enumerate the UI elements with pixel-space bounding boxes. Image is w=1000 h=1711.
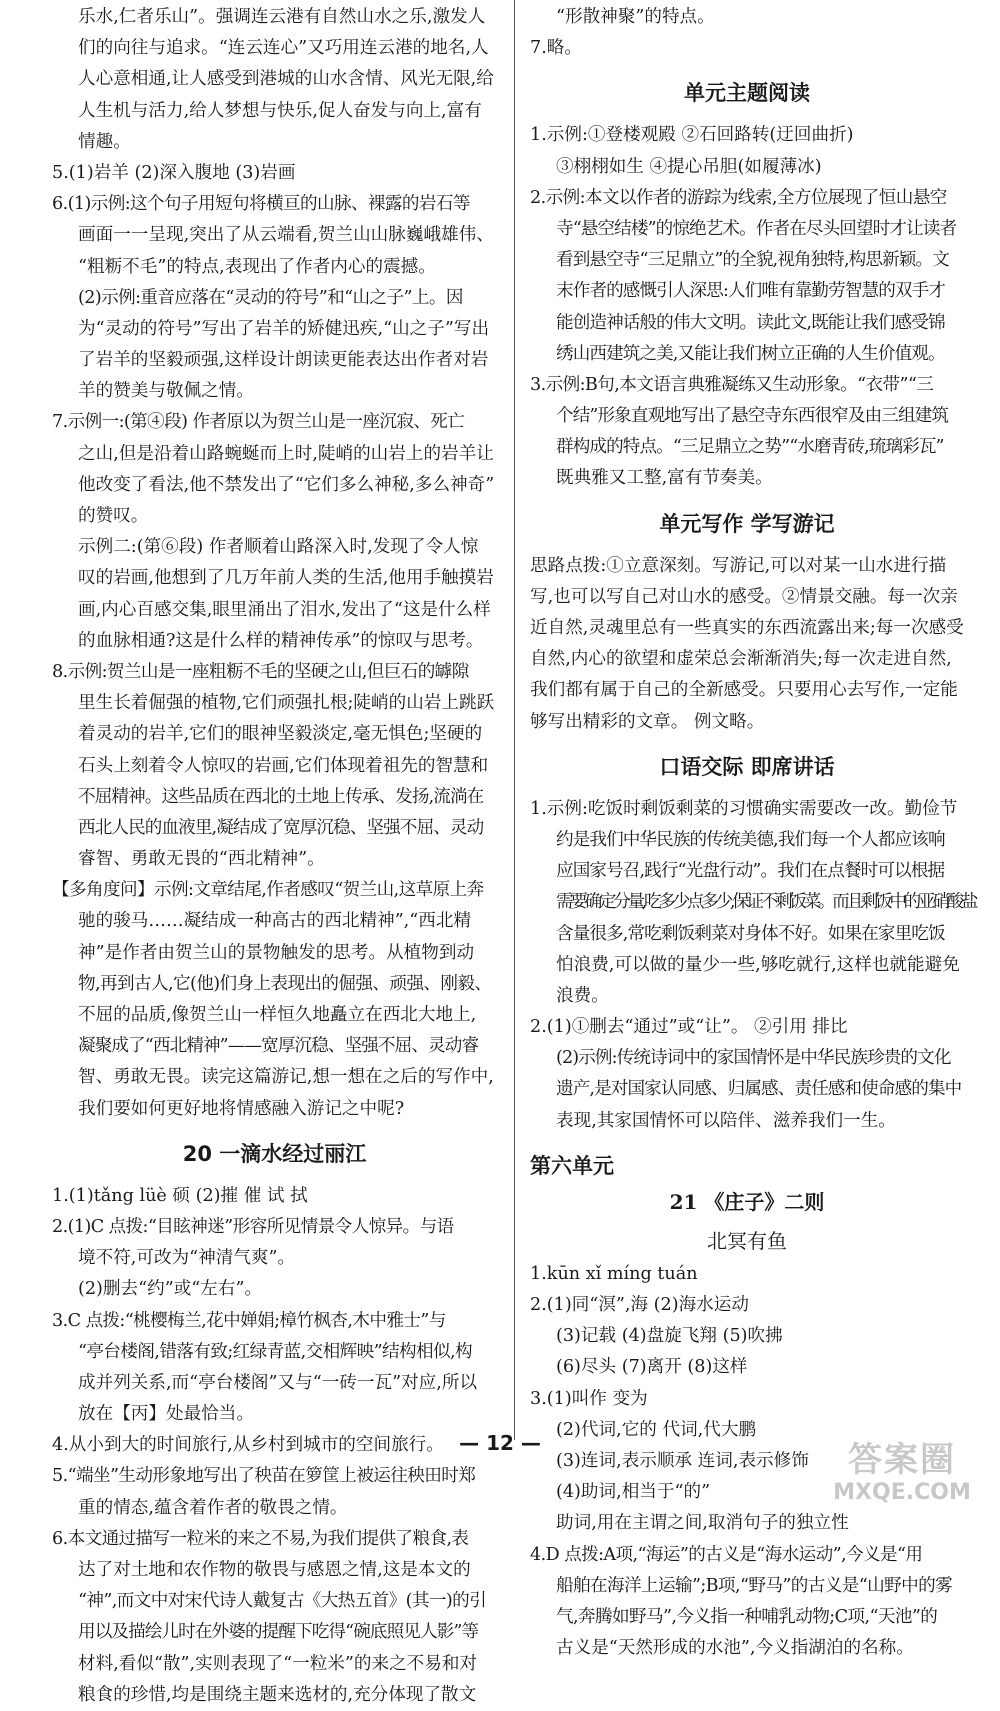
answer-line: 末作者的感慨引人深思:人们唯有靠勤劳智慧的双手才 [556,281,945,302]
answer-line: 驰的骏马……凝结成一种高古的西北精神”,“西北精 [78,911,472,932]
watermark-logo [812,1440,992,1512]
answer-line: 智、勇敢无畏。读完这篇游记,想一想在之后的写作中, [78,1067,494,1088]
answer-line: 们的向往与追求。“连云连心”又巧用连云港的地名,人 [78,38,489,59]
answer-line: 画面一一呈现,突出了从云端看,贺兰山山脉巍峨雄伟、 [78,225,494,246]
answer-line: 放在【丙】处最恰当。 [78,1404,254,1425]
answer-line: 既典雅又工整,富有节奏美。 [556,468,773,489]
answer-line: 7.略。 [530,38,582,59]
answer-line: 1.(1)tǎng lüè 硕 (2)摧 催 试 拭 [52,1185,308,1206]
answer-line: (2)示例:重音应落在“灵动的符号”和“山之子”上。因 [78,287,463,308]
answer-line: 3.示例:B句,本文语言典雅凝练又生动形象。“衣带”“三 [530,374,934,395]
answer-line: 应国家号召,践行“光盘行动”。我们在点餐时可以根据 [556,861,945,882]
answer-line: 西北人民的血液里,凝结成了宽厚沉稳、坚强不屈、灵动 [78,817,484,838]
answer-line: 人心意相通,让人感受到港城的山水含情、风光无限,给 [78,69,494,90]
lesson-21-title: 21 《庄子》二则 [669,1189,825,1214]
answer-line: 近自然,灵魂里总有一些真实的东西流露出来;每一次感受 [530,618,964,638]
answer-line: 凝聚成了“西北精神”——宽厚沉稳、坚强不屈、灵动睿 [78,1036,479,1057]
answer-line: 写,也可以写自己对山水的感受。②情景交融。每一次亲 [530,586,958,607]
answer-line: 【多角度问】示例:文章结尾,作者感叹“贺兰山,这草原上奔 [52,880,484,901]
answer-line: 为“灵动的符号”写出了岩羊的矫健迅疾,“山之子”写出 [78,318,490,339]
answer-line: 6.(1)示例:这个句子用短句将横亘的山脉、裸露的岩石等 [52,194,470,215]
answer-line: (4)助词,相当于“的” [556,1482,711,1503]
answer-line: 神”是作者由贺兰山的景物触发的思考。从植物到动 [78,942,475,963]
answer-line: 7.示例一:(第④段) 作者原以为贺兰山是一座沉寂、死亡 [52,412,465,433]
answer-line: 用以及描绘儿时在外婆的提醒下吃得“碗底照见人影”等 [78,1622,479,1643]
answer-line: 不屈的品质,像贺兰山一样恒久地矗立在西北大地上, [78,1005,477,1025]
answer-line: 成并列关系,而“亭台楼阁”又与“一砖一瓦”对应,所以 [78,1372,478,1393]
answer-line: 2.(1)C 点拨:“目眩神迷”形容所见情景令人惊异。与语 [52,1216,454,1237]
answer-line: 石头上刻着令人惊叹的岩画,它们体现着祖先的智慧和 [78,755,489,776]
answer-line: 5.(1)岩羊 (2)深入腹地 (3)岩画 [52,162,296,183]
answer-line: 气,奔腾如野马”,今义指一种哺乳动物;C项,“天池”的 [556,1606,938,1627]
answer-line: 1.示例:吃饭时剩饭剩菜的习惯确实需要改一改。勤俭节 [530,798,958,819]
answer-line: 船舶在海洋上运输”;B项,“野马”的古义是“山野中的雾 [556,1575,953,1596]
answer-line: 寺“悬空结楼”的惊绝艺术。作者在尽头回望时才让读者 [556,218,957,239]
answer-line: 物,再到古人,它(他)们身上表现出的倔强、顽强、刚毅、 [78,973,492,994]
answer-line: 1.示例:①登楼观殿 ②石回路转(迂回曲折) [530,125,854,146]
answer-line: (2)删去“约”或“左右”。 [78,1279,263,1300]
answer-line: (3)连词,表示顺承 连词,表示修饰 [556,1450,809,1471]
bei-ming-you-yu-subtitle: 北冥有鱼 [707,1228,787,1253]
answer-line: 羊的赞美与敬佩之情。 [78,381,254,402]
answer-line: 里生长着倔强的植物,它们顽强扎根;陡峭的山岩上跳跃 [78,693,495,714]
answer-line: 我们都有属于自己的全新感受。只要用心去写作,一定能 [530,680,958,701]
answer-line: “亭台楼阁,错落有致;红绿青蓝,交相辉映”结构相似,构 [78,1341,472,1362]
answer-line: 粮食的珍惜,均是围绕主题来选材的,充分体现了散文 [78,1684,477,1705]
left-answers-continued [52,2,497,1125]
answer-line: 着灵动的岩羊,它们的眼神坚毅淡定,毫无惧色;坚硬的 [78,724,483,745]
answer-line: “神”,而文中对宋代诗人戴复古《大热五首》(其一)的引 [78,1591,487,1612]
answer-line: 需要确定分量,吃多少点多少,保证不剩饭菜。而且剩饭中的亚硝酸盐 [556,892,976,913]
answer-line: 能创造神话般的伟大文明。读此文,既能让我们感受锦 [556,312,945,333]
right-column [530,2,976,1664]
answer-line: 含量很多,常吃剩饭剩菜对身体不好。如果在家里吃饭 [556,923,945,944]
answer-line: 表现,其家国情怀可以陪伴、滋养我们一生。 [556,1110,896,1131]
answer-line: 思路点拨:①立意深刻。写游记,可以对某一山水进行描 [530,555,947,576]
answer-line: 境不符,可改为“神清气爽”。 [78,1248,296,1269]
watermark-url: MXQE.COM [833,1480,971,1505]
answer-line: 看到悬空寺“三足鼎立”的全貌,视角独特,构思新颖。文 [556,250,949,271]
answer-line: 人生机与活力,给人梦想与快乐,促人奋发与向上,富有 [78,100,482,121]
answer-line: ③栩栩如生 ④提心吊胆(如履薄冰) [556,156,822,177]
answer-line: 4.D 点拨:A项,“海运”的古义是“海水运动”,今义是“用 [530,1544,923,1565]
answer-line: 怕浪费,可以做的量少一些,够吃就行,这样也就能避免 [556,954,960,975]
answer-line: (3)记载 (4)盘旋飞翔 (5)吹拂 [556,1326,783,1347]
answer-line: 遗产,是对国家认同感、归属感、责任感和使命感的集中 [556,1079,962,1100]
answer-line: 浪费。 [556,985,609,1006]
answer-line: 5.“端坐”生动形象地写出了秧苗在箩筐上被运往秧田时郑 [52,1466,476,1487]
unit-writing-title: 单元写作 学写游记 [659,511,835,536]
answer-line: 约是我们中华民族的传统美德,我们每一个人都应该响 [556,829,945,850]
right-answers-continued [530,2,964,64]
answer-line: 睿智、勇敢无畏的“西北精神”。 [78,849,325,870]
answer-line: 4.从小到大的时间旅行,从乡村到城市的空间旅行。 [52,1435,444,1456]
answer-line: “形散神聚”的特点。 [556,7,715,27]
answer-line: 情趣。 [78,131,131,152]
answer-line: 古义是“天然形成的水池”,今义指湖泊的名称。 [556,1638,914,1659]
answer-line: 不屈精神。这些品质在西北的土地上传承、发扬,流淌在 [78,786,484,807]
answer-line: 3.(1)叫作 变为 [530,1388,648,1409]
answer-line: 助词,用在主谓之间,取消句子的独立性 [556,1513,849,1534]
answer-line: 群构成的特点。“三足鼎立之势”“水磨青砖,琉璃彩瓦” [556,437,944,458]
answer-line: 2.(1)①删去“通过”或“让”。 ②引用 排比 [530,1017,848,1038]
answer-line: “粗粝不毛”的特点,表现出了作者内心的震撼。 [78,256,436,277]
answer-line: 够写出精彩的文章。 例文略。 [530,711,765,732]
answer-line: 的赞叹。 [78,506,149,526]
unit-theme-reading-title: 单元主题阅读 [684,81,810,106]
answer-line: 之山,但是沿着山路蜿蜒而上时,陡峭的山岩上的岩羊让 [78,443,494,464]
answer-line: (6)尽头 (7)离开 (8)这样 [556,1357,748,1378]
answer-line: 叹的岩画,他想到了几万年前人类的生活,他用手触摸岩 [78,568,494,589]
unit-six-title: 第六单元 [530,1153,614,1178]
answer-line: 他改变了看法,他不禁发出了“它们多么神秘,多么神奇” [78,474,495,495]
answer-line: 个结”形象直观地写出了悬空寺东西很窄及由三组建筑 [556,406,949,427]
unit-writing-answers [530,551,964,738]
answer-line: (2)示例:传统诗词中的家国情怀是中华民族珍贵的文化 [556,1048,951,1069]
answer-line: 8.示例:贺兰山是一座粗粝不毛的坚硬之山,但巨石的罅隙 [52,661,469,682]
answer-line: 材料,看似“散”,实则表现了“一粒米”的来之不易和对 [78,1653,478,1674]
answer-line: 乐水,仁者乐山”。强调连云港有自然山水之乐,激发人 [78,7,486,27]
oral-communication-answers [530,794,976,1137]
answer-line: 6.本文通过描写一粒米的来之不易,为我们提供了粮食,表 [52,1528,469,1549]
answer-line: 示例二:(第⑥段) 作者顺着山路深入时,发现了令人惊 [78,537,479,558]
page-number: — 12 — [459,1431,541,1455]
answer-line: 了岩羊的坚毅顽强,这样设计朗读更能表达出作者对岩 [78,350,489,371]
column-divider [514,0,515,1440]
answer-line: 自然,内心的欲望和虚荣总会渐渐消失;每一次走进自然, [530,649,952,670]
unit-theme-reading-answers [530,120,964,494]
watermark-logo-text: 答案圈 [848,1440,956,1480]
answer-line: 2.示例:本文以作者的游踪为线索,全方位展现了恒山悬空 [530,187,947,208]
answer-line: 画,内心百感交集,眼里涌出了泪水,发出了“这是什么样 [78,599,491,620]
answer-line: 绣山西建筑之美,又能让我们树立正确的人生价值观。 [556,343,945,364]
lesson-20-title: 20 一滴水经过丽江 [182,1141,367,1166]
oral-communication-title: 口语交际 即席讲话 [659,754,835,779]
answer-line: 我们要如何更好地将情感融入游记之中呢? [78,1098,405,1119]
answer-line: 的血脉相通?这是什么样的精神传承”的惊叹与思考。 [78,630,484,651]
answer-line: 1.kūn xǐ míng tuán [530,1263,698,1284]
answer-line: 重的情态,蕴含着作者的敬畏之情。 [78,1497,348,1518]
answer-line: 达了对土地和农作物的敬畏与感恩之情,这是本文的 [78,1560,471,1580]
answer-line: (2)代词,它的 代词,代大鹏 [556,1419,757,1440]
answer-line: 3.C 点拨:“桃樱梅兰,花中婵娟;樟竹枫杏,木中雅士”与 [52,1310,446,1331]
answer-line: 2.(1)同“溟”,海 (2)海水运动 [530,1295,749,1315]
